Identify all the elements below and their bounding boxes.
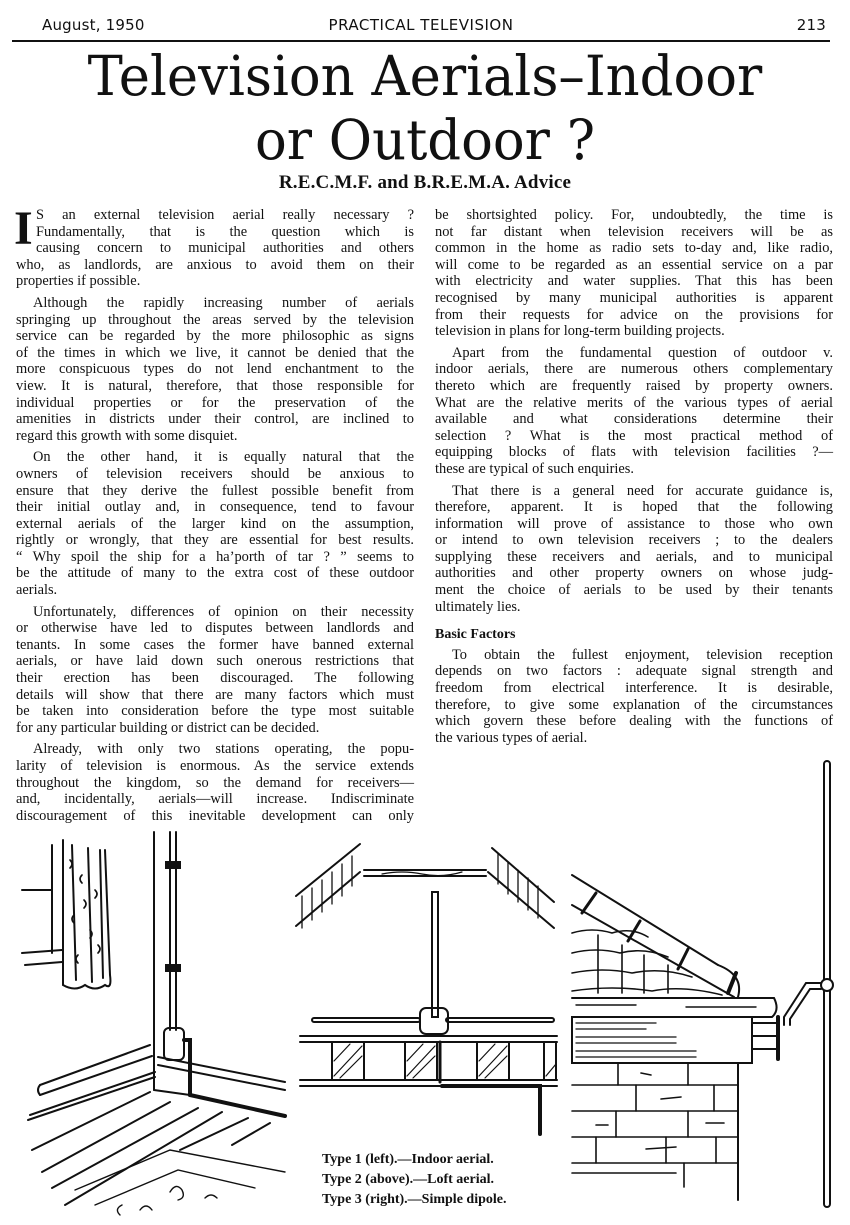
- paragraph-2: [16, 295, 414, 444]
- caption-type-2: Type 2 (above).—Loft aerial.: [322, 1172, 494, 1187]
- left-column: [14, 202, 414, 829]
- text-line: aerials.: [16, 582, 58, 599]
- text-line: be taken into consideration before the type most suitable: [16, 703, 414, 720]
- text-line: ensure that they derive the fullest possible benefit from: [16, 482, 414, 499]
- publication-name: PRACTICAL TELEVISION: [328, 16, 514, 34]
- text-line: ment the choice of aerials to be used by their tenants: [435, 582, 833, 599]
- article-title: [0, 44, 850, 172]
- text-line: be shortsighted policy. For, undoubtedly, the time is: [435, 207, 833, 223]
- paragraph-4: [16, 604, 414, 737]
- text-line: individual properties or for the preservation of the: [16, 394, 414, 411]
- text-line: indoor aerials, there are numerous others complementary: [435, 361, 833, 378]
- text-line: which govern these before dealing with the functions of: [435, 713, 833, 730]
- text-line: S an external television aerial really necessary ?: [36, 207, 414, 223]
- text-line: “ Why spoil the ship for a ha’porth of tar ? ” seems to: [16, 548, 414, 565]
- text-line: common in the home as radio sets to-day and, like radio,: [435, 240, 833, 257]
- text-line: the various types of aerial.: [435, 729, 588, 746]
- text-line: with electricity and water supplies. That this has been: [435, 273, 833, 290]
- text-line: To obtain the fullest enjoyment, television reception: [452, 646, 833, 663]
- text-line: therefore, to give some explanation of the circumstances: [435, 696, 833, 713]
- figure-loft-aerial: [292, 836, 562, 1136]
- text-line: be the attitude of many to the extra cost of these outdoor: [16, 565, 414, 582]
- loft-aerial-illustration: [292, 836, 562, 1136]
- text-line: depends on two factors : adequate signal strength and: [435, 663, 833, 680]
- text-line: regard this growth with some disquiet.: [16, 427, 238, 444]
- text-line: recognised by many municipal authorities is apparent: [435, 289, 833, 306]
- text-line: tenants. In some cases the former have banned external: [16, 636, 414, 653]
- title-line-2: or Outdoor ?: [254, 108, 596, 172]
- text-line: who, as landlords, are anxious to avoid them on their: [16, 256, 414, 273]
- title-line-1: Television Aerials–Indoor: [87, 44, 763, 108]
- text-line: equipping blocks of flats with television facilities ?—: [435, 444, 833, 461]
- text-line: authorities and other property owners on whose judg-: [435, 565, 833, 582]
- simple-dipole-illustration: [566, 755, 850, 1225]
- paragraph-6: [435, 207, 833, 340]
- text-line: freedom from electrical interference. It is desirable,: [435, 680, 833, 697]
- text-line: will come to be regarded as an essential service on a par: [435, 256, 833, 273]
- text-line: Although the rapidly increasing number of aerials: [33, 294, 414, 311]
- section-heading: Basic Factors: [435, 627, 516, 643]
- text-line: supplying these receivers and aerials, and to municipal: [435, 548, 833, 565]
- text-line: details will show that there are many factors which must: [16, 686, 414, 703]
- indoor-aerial-illustration: [0, 820, 300, 1220]
- text-line: or intend to own television receivers ; to the dealers: [435, 532, 833, 549]
- text-line: of the times in which we live, it cannot be denied that the: [16, 344, 414, 361]
- text-line: thereto which are frequently raised by property owners.: [435, 377, 833, 394]
- text-line: these are typical of such enquiries.: [435, 460, 634, 477]
- text-line: What are the relative merits of the various types of aerial: [435, 394, 833, 411]
- figure-simple-dipole: [566, 755, 850, 1225]
- text-line: for any particular building or district can be decided.: [16, 719, 320, 736]
- text-line: owners of television receivers should be anxious to: [16, 465, 414, 482]
- paragraph-5: [16, 741, 414, 824]
- text-line: and, incidentally, aerials—will increase. Indiscriminate: [16, 791, 414, 808]
- drop-cap: I: [14, 202, 33, 255]
- figure-indoor-aerial: [0, 820, 300, 1220]
- text-line: That there is a general need for accurate guidance is,: [452, 482, 833, 499]
- text-line: external aerials of the larger kind on the assumption,: [16, 515, 414, 532]
- text-line: television in plans for long-term building projects.: [435, 323, 725, 340]
- figure-caption: [322, 1150, 506, 1210]
- caption-type-3: Type 3 (right).—Simple dipole.: [322, 1192, 507, 1207]
- text-line: properties if possible.: [16, 273, 141, 290]
- right-column: [435, 207, 833, 751]
- text-line: larity of television is enormous. As the service extends: [16, 758, 414, 774]
- text-line: selection ? What is the most practical method of: [435, 427, 833, 444]
- paragraph-9: [435, 647, 833, 747]
- text-line: not far distant when television receivers will be as: [435, 223, 833, 240]
- text-line: throughout the kingdom, so the demand for receivers—: [16, 774, 414, 791]
- text-line: Unfortunately, differences of opinion on their necessity: [33, 603, 414, 620]
- text-line: ultimately lies.: [435, 598, 521, 615]
- paragraph-3: [16, 449, 414, 598]
- page-number: 213: [796, 16, 826, 34]
- issue-date: August, 1950: [42, 16, 145, 34]
- text-line: Already, with only two stations operating, the popu-: [33, 741, 414, 758]
- text-line: Fundamentally, that is the question which is: [36, 223, 414, 240]
- article-subtitle: R.E.C.M.F. and B.R.E.M.A. Advice: [278, 172, 572, 193]
- text-line: On the other hand, it is equally natural that the: [33, 449, 414, 466]
- text-line: their erection has been discouraged. The following: [16, 670, 414, 687]
- text-line: amenities in districts under their control, are inclined to: [16, 411, 414, 428]
- text-line: discouragement of this inevitable development can only: [16, 807, 414, 824]
- paragraph-1: [14, 202, 414, 290]
- paragraph-7: [435, 345, 833, 478]
- text-line: or otherwise have led to disputes between landlords and: [16, 620, 414, 637]
- text-line: available and what considerations determine their: [435, 411, 833, 428]
- text-line: their initial outlay and, in consequence, tend to favour: [16, 499, 414, 516]
- text-line: rightly or wrongly, that they are essential for best results.: [16, 532, 414, 549]
- text-line: more conspicuous types do not lend enchantment to the: [16, 361, 414, 378]
- text-line: from their requests for advice on the provisions for: [435, 306, 833, 323]
- text-line: causing concern to municipal authorities and others: [36, 240, 414, 257]
- text-line: therefore, apparent. It is hoped that the following: [435, 499, 833, 516]
- text-line: Apart from the fundamental question of outdoor v.: [452, 344, 833, 361]
- paragraph-8: [435, 483, 833, 616]
- text-line: aerials, or have laid down such onerous restrictions that: [16, 653, 414, 670]
- header-rule: [12, 40, 830, 42]
- caption-type-1: Type 1 (left).—Indoor aerial.: [322, 1152, 494, 1167]
- text-line: view. It is natural, therefore, that those responsible for: [16, 377, 414, 394]
- text-line: information will prove of assistance to those who own: [435, 515, 833, 532]
- running-head: [12, 16, 830, 38]
- text-line: springing up throughout the areas served by the television: [16, 311, 414, 328]
- text-line: service can be regarded by the more philosophic as signs: [16, 328, 414, 345]
